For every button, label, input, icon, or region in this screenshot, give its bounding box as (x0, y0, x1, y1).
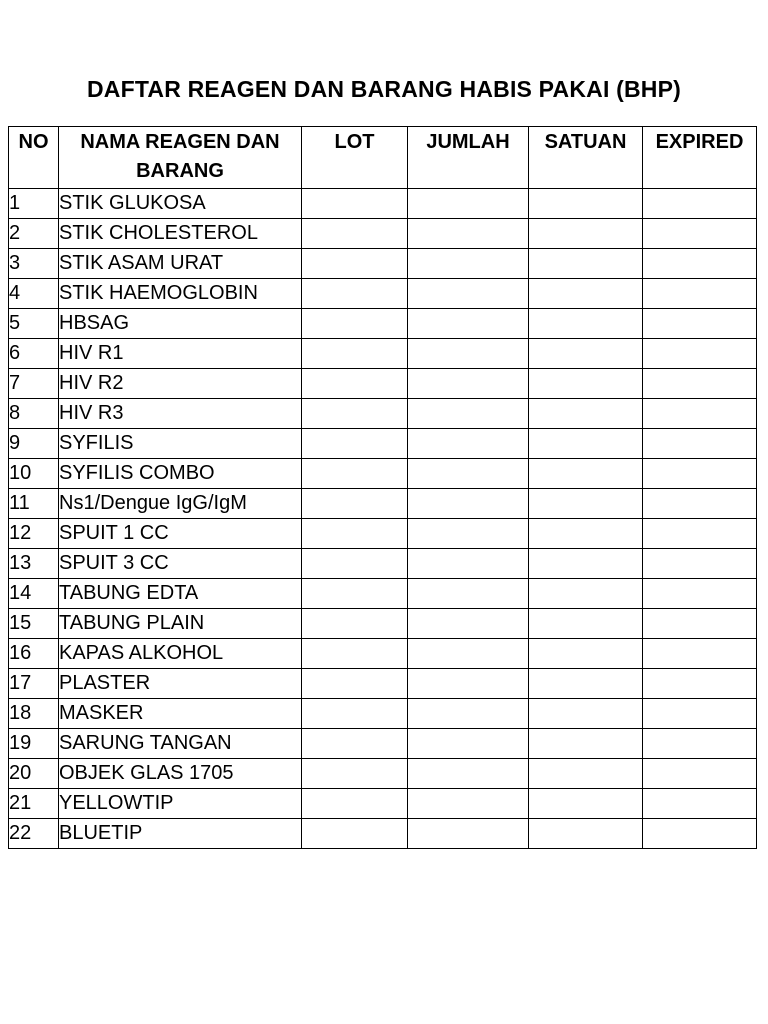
cell-name: PLASTER (59, 669, 302, 699)
cell-satuan (529, 189, 643, 219)
cell-name: MASKER (59, 699, 302, 729)
cell-jumlah (408, 339, 529, 369)
cell-jumlah (408, 279, 529, 309)
cell-no: 4 (9, 279, 59, 309)
cell-expired (643, 759, 757, 789)
cell-name: Ns1/Dengue IgG/IgM (59, 489, 302, 519)
cell-lot (302, 519, 408, 549)
cell-expired (643, 339, 757, 369)
table-row (9, 459, 757, 489)
cell-expired (643, 399, 757, 429)
table-row (9, 279, 757, 309)
table-body (9, 189, 757, 849)
cell-name: KAPAS ALKOHOL (59, 639, 302, 669)
cell-no: 13 (9, 549, 59, 579)
cell-jumlah (408, 249, 529, 279)
cell-no: 5 (9, 309, 59, 339)
cell-no: 12 (9, 519, 59, 549)
cell-satuan (529, 579, 643, 609)
cell-name: SYFILIS COMBO (59, 459, 302, 489)
cell-lot (302, 699, 408, 729)
cell-satuan (529, 699, 643, 729)
cell-no: 3 (9, 249, 59, 279)
cell-no: 2 (9, 219, 59, 249)
cell-lot (302, 369, 408, 399)
table-row (9, 219, 757, 249)
table-row (9, 369, 757, 399)
header-expired: EXPIRED (643, 127, 757, 189)
cell-satuan (529, 429, 643, 459)
cell-expired (643, 519, 757, 549)
cell-satuan (529, 639, 643, 669)
cell-lot (302, 459, 408, 489)
cell-jumlah (408, 759, 529, 789)
cell-lot (302, 609, 408, 639)
table-row (9, 729, 757, 759)
cell-satuan (529, 279, 643, 309)
cell-expired (643, 729, 757, 759)
cell-jumlah (408, 219, 529, 249)
cell-lot (302, 669, 408, 699)
cell-jumlah (408, 489, 529, 519)
cell-name: BLUETIP (59, 819, 302, 849)
cell-no: 21 (9, 789, 59, 819)
cell-no: 8 (9, 399, 59, 429)
cell-lot (302, 819, 408, 849)
cell-name: SYFILIS (59, 429, 302, 459)
cell-name: TABUNG PLAIN (59, 609, 302, 639)
cell-lot (302, 429, 408, 459)
cell-name: OBJEK GLAS 1705 (59, 759, 302, 789)
cell-lot (302, 249, 408, 279)
header-jumlah: JUMLAH (408, 127, 529, 189)
table-row (9, 399, 757, 429)
cell-no: 9 (9, 429, 59, 459)
table-row (9, 519, 757, 549)
cell-lot (302, 189, 408, 219)
cell-jumlah (408, 819, 529, 849)
cell-no: 6 (9, 339, 59, 369)
cell-no: 11 (9, 489, 59, 519)
cell-no: 22 (9, 819, 59, 849)
cell-jumlah (408, 189, 529, 219)
cell-lot (302, 399, 408, 429)
cell-satuan (529, 309, 643, 339)
cell-lot (302, 339, 408, 369)
cell-lot (302, 309, 408, 339)
table-row (9, 249, 757, 279)
cell-satuan (529, 369, 643, 399)
cell-satuan (529, 549, 643, 579)
table-row (9, 309, 757, 339)
cell-expired (643, 459, 757, 489)
page-title: DAFTAR REAGEN DAN BARANG HABIS PAKAI (BHP) (86, 76, 682, 102)
cell-expired (643, 369, 757, 399)
cell-name: STIK HAEMOGLOBIN (59, 279, 302, 309)
cell-jumlah (408, 609, 529, 639)
cell-lot (302, 759, 408, 789)
cell-expired (643, 249, 757, 279)
cell-no: 15 (9, 609, 59, 639)
cell-no: 10 (9, 459, 59, 489)
cell-satuan (529, 459, 643, 489)
cell-lot (302, 279, 408, 309)
cell-jumlah (408, 699, 529, 729)
inventory-table (8, 126, 757, 849)
cell-name: HIV R2 (59, 369, 302, 399)
cell-name: HIV R1 (59, 339, 302, 369)
header-lot: LOT (302, 127, 408, 189)
cell-jumlah (408, 729, 529, 759)
cell-lot (302, 639, 408, 669)
cell-no: 19 (9, 729, 59, 759)
cell-jumlah (408, 579, 529, 609)
cell-expired (643, 639, 757, 669)
cell-name: STIK ASAM URAT (59, 249, 302, 279)
cell-no: 14 (9, 579, 59, 609)
cell-expired (643, 609, 757, 639)
cell-lot (302, 789, 408, 819)
cell-expired (643, 699, 757, 729)
cell-expired (643, 789, 757, 819)
cell-satuan (529, 669, 643, 699)
cell-no: 16 (9, 639, 59, 669)
cell-jumlah (408, 459, 529, 489)
table-row (9, 789, 757, 819)
cell-jumlah (408, 519, 529, 549)
cell-lot (302, 579, 408, 609)
cell-name: STIK CHOLESTEROL (59, 219, 302, 249)
cell-name: HIV R3 (59, 399, 302, 429)
table-row (9, 429, 757, 459)
table-header-row (9, 127, 757, 189)
cell-satuan (529, 249, 643, 279)
cell-expired (643, 819, 757, 849)
cell-satuan (529, 609, 643, 639)
header-name: NAMA REAGEN DAN BARANG (59, 127, 302, 189)
header-satuan: SATUAN (529, 127, 643, 189)
table-row (9, 669, 757, 699)
cell-satuan (529, 399, 643, 429)
cell-expired (643, 429, 757, 459)
cell-satuan (529, 759, 643, 789)
cell-expired (643, 669, 757, 699)
table-row (9, 549, 757, 579)
cell-lot (302, 549, 408, 579)
table-row (9, 819, 757, 849)
cell-satuan (529, 489, 643, 519)
cell-expired (643, 579, 757, 609)
cell-lot (302, 489, 408, 519)
cell-expired (643, 219, 757, 249)
table-row (9, 639, 757, 669)
cell-no: 17 (9, 669, 59, 699)
table-row (9, 699, 757, 729)
cell-lot (302, 729, 408, 759)
cell-jumlah (408, 369, 529, 399)
cell-name: TABUNG EDTA (59, 579, 302, 609)
table-row (9, 579, 757, 609)
cell-jumlah (408, 399, 529, 429)
cell-expired (643, 549, 757, 579)
cell-jumlah (408, 789, 529, 819)
cell-name: SARUNG TANGAN (59, 729, 302, 759)
cell-jumlah (408, 669, 529, 699)
cell-name: SPUIT 3 CC (59, 549, 302, 579)
cell-jumlah (408, 549, 529, 579)
cell-name: STIK GLUKOSA (59, 189, 302, 219)
table-row (9, 609, 757, 639)
cell-satuan (529, 789, 643, 819)
cell-name: HBSAG (59, 309, 302, 339)
cell-no: 18 (9, 699, 59, 729)
cell-expired (643, 309, 757, 339)
cell-no: 7 (9, 369, 59, 399)
cell-name: SPUIT 1 CC (59, 519, 302, 549)
cell-satuan (529, 729, 643, 759)
cell-lot (302, 219, 408, 249)
cell-no: 1 (9, 189, 59, 219)
table-row (9, 489, 757, 519)
cell-no: 20 (9, 759, 59, 789)
table-row (9, 759, 757, 789)
table-row (9, 339, 757, 369)
cell-expired (643, 189, 757, 219)
cell-jumlah (408, 429, 529, 459)
cell-jumlah (408, 639, 529, 669)
cell-jumlah (408, 309, 529, 339)
header-no: NO (9, 127, 59, 189)
cell-satuan (529, 219, 643, 249)
table-row (9, 189, 757, 219)
cell-expired (643, 279, 757, 309)
cell-expired (643, 489, 757, 519)
cell-satuan (529, 819, 643, 849)
cell-name: YELLOWTIP (59, 789, 302, 819)
cell-satuan (529, 519, 643, 549)
cell-satuan (529, 339, 643, 369)
